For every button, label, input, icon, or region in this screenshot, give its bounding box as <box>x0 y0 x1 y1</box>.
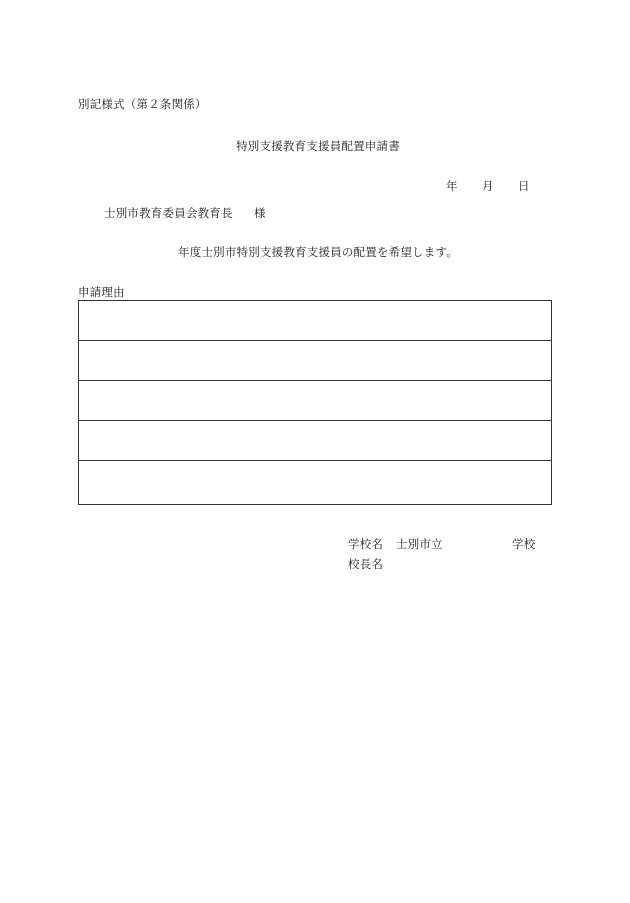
reason-table[interactable] <box>78 300 552 505</box>
request-statement: 年度士別市特別支援教育支援員の配置を希望します。 <box>178 245 458 259</box>
school-suffix: 学校 <box>512 537 536 551</box>
date-day-label: 日 <box>518 179 530 193</box>
reason-line-3[interactable] <box>79 381 551 421</box>
addressee-name: 士別市教育委員会教育長 <box>104 206 233 220</box>
school-name-label: 学校名 <box>348 537 384 551</box>
addressee <box>104 206 266 220</box>
addressee-honorific: 様 <box>254 206 266 220</box>
reason-line-4[interactable] <box>79 421 551 461</box>
form-label: 別記様式（第２条関係） <box>78 97 207 111</box>
date-year-label: 年 <box>446 179 458 193</box>
reason-line-5[interactable] <box>79 461 551 504</box>
date-month-label: 月 <box>482 179 494 193</box>
principal-name-label: 校長名 <box>348 557 384 571</box>
document-title: 特別支援教育支援員配置申請書 <box>236 139 400 153</box>
reason-line-1[interactable] <box>79 301 551 341</box>
school-name-row <box>348 537 536 551</box>
reason-line-2[interactable] <box>79 341 551 381</box>
reason-label: 申請理由 <box>78 285 125 299</box>
school-city-prefix: 士別市立 <box>396 537 443 551</box>
